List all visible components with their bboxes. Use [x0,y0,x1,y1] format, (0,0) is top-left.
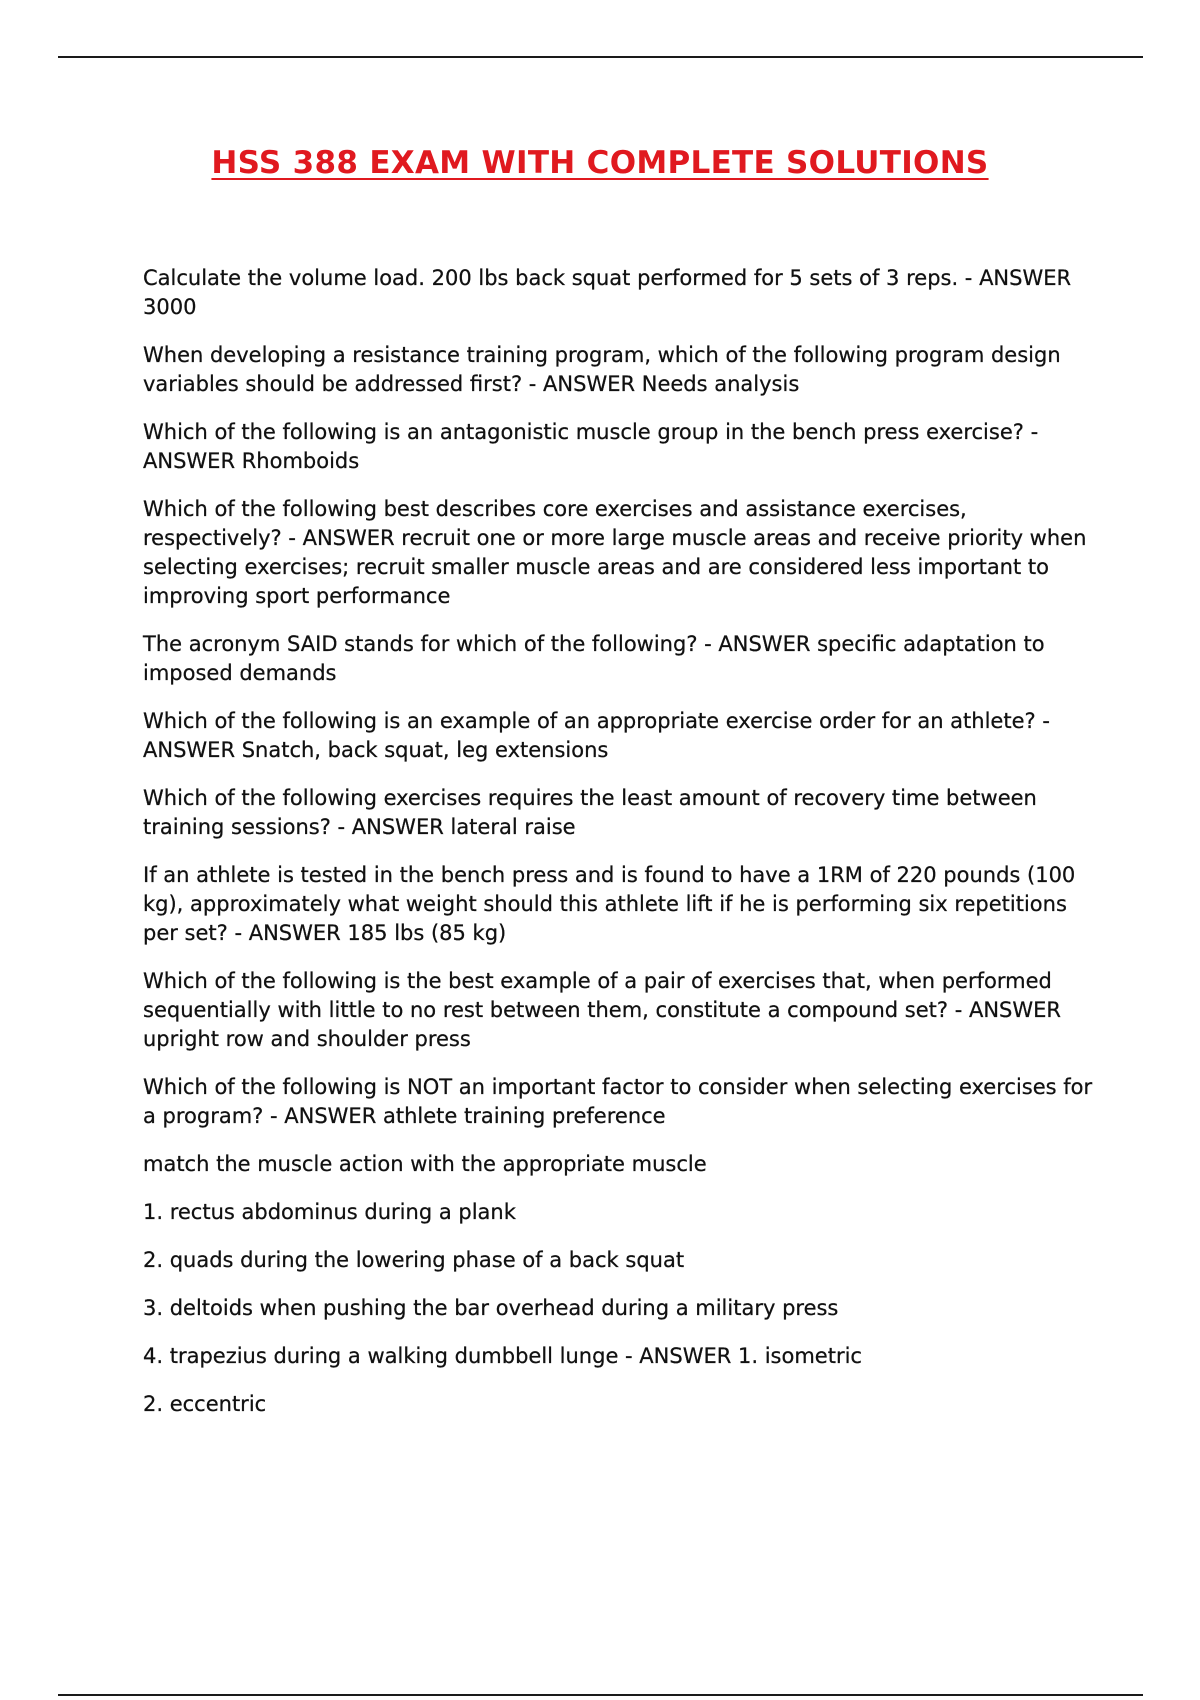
qa-paragraph: If an athlete is tested in the bench press and is found to have a 1RM of 220 pounds (100 kg), approximately what weight should this athlete lift if he is performing six repetitions per set? - ANSWER 185 lbs (85 kg) [143,863,1076,945]
qa-paragraph: The acronym SAID stands for which of the following? - ANSWER specific adaptation to imposed demands [143,632,1045,685]
qa-content [143,264,1093,1438]
list-item: 4. trapezius during a walking dumbbell lunge - ANSWER 1. isometric [143,1344,862,1368]
qa-paragraph: When developing a resistance training program, which of the following program design variables should be addressed first? - ANSWER Needs analysis [143,343,1061,396]
page-title-text: HSS 388 EXAM WITH COMPLETE SOLUTIONS [211,145,989,181]
list-item: 2. eccentric [143,1392,267,1416]
qa-paragraph: match the muscle action with the appropriate muscle [143,1152,707,1176]
qa-paragraph: Which of the following is an antagonistic muscle group in the bench press exercise? - ANSWER Rhomboids [143,420,1039,473]
page-title [0,145,1200,181]
list-item: 3. deltoids when pushing the bar overhead during a military press [143,1296,839,1320]
qa-paragraph: Which of the following is the best example of a pair of exercises that, when performed sequentially with little to no rest between them, constitute a compound set? - ANSWER upright row and shoulder press [143,969,1062,1051]
list-item: 2. quads during the lowering phase of a back squat [143,1248,685,1272]
qa-paragraph: Calculate the volume load. 200 lbs back squat performed for 5 sets of 3 reps. - ANSWER 3000 [143,266,1072,319]
top-divider [58,56,1143,58]
qa-paragraph: Which of the following best describes core exercises and assistance exercises, respectively? - ANSWER recruit one or more large muscle areas and receive priority when selecting exercises; recruit smaller muscle areas and are considered less important to improving sport performance [143,497,1087,608]
bottom-divider [58,1694,1143,1696]
list-item: 1. rectus abdominus during a plank [143,1200,516,1224]
qa-paragraph: Which of the following exercises requires the least amount of recovery time between training sessions? - ANSWER lateral raise [143,786,1037,839]
qa-paragraph: Which of the following is an example of an appropriate exercise order for an athlete? - ANSWER Snatch, back squat, leg extensions [143,709,1050,762]
qa-paragraph: Which of the following is NOT an important factor to consider when selecting exercises for a program? - ANSWER athlete training preference [143,1075,1093,1128]
